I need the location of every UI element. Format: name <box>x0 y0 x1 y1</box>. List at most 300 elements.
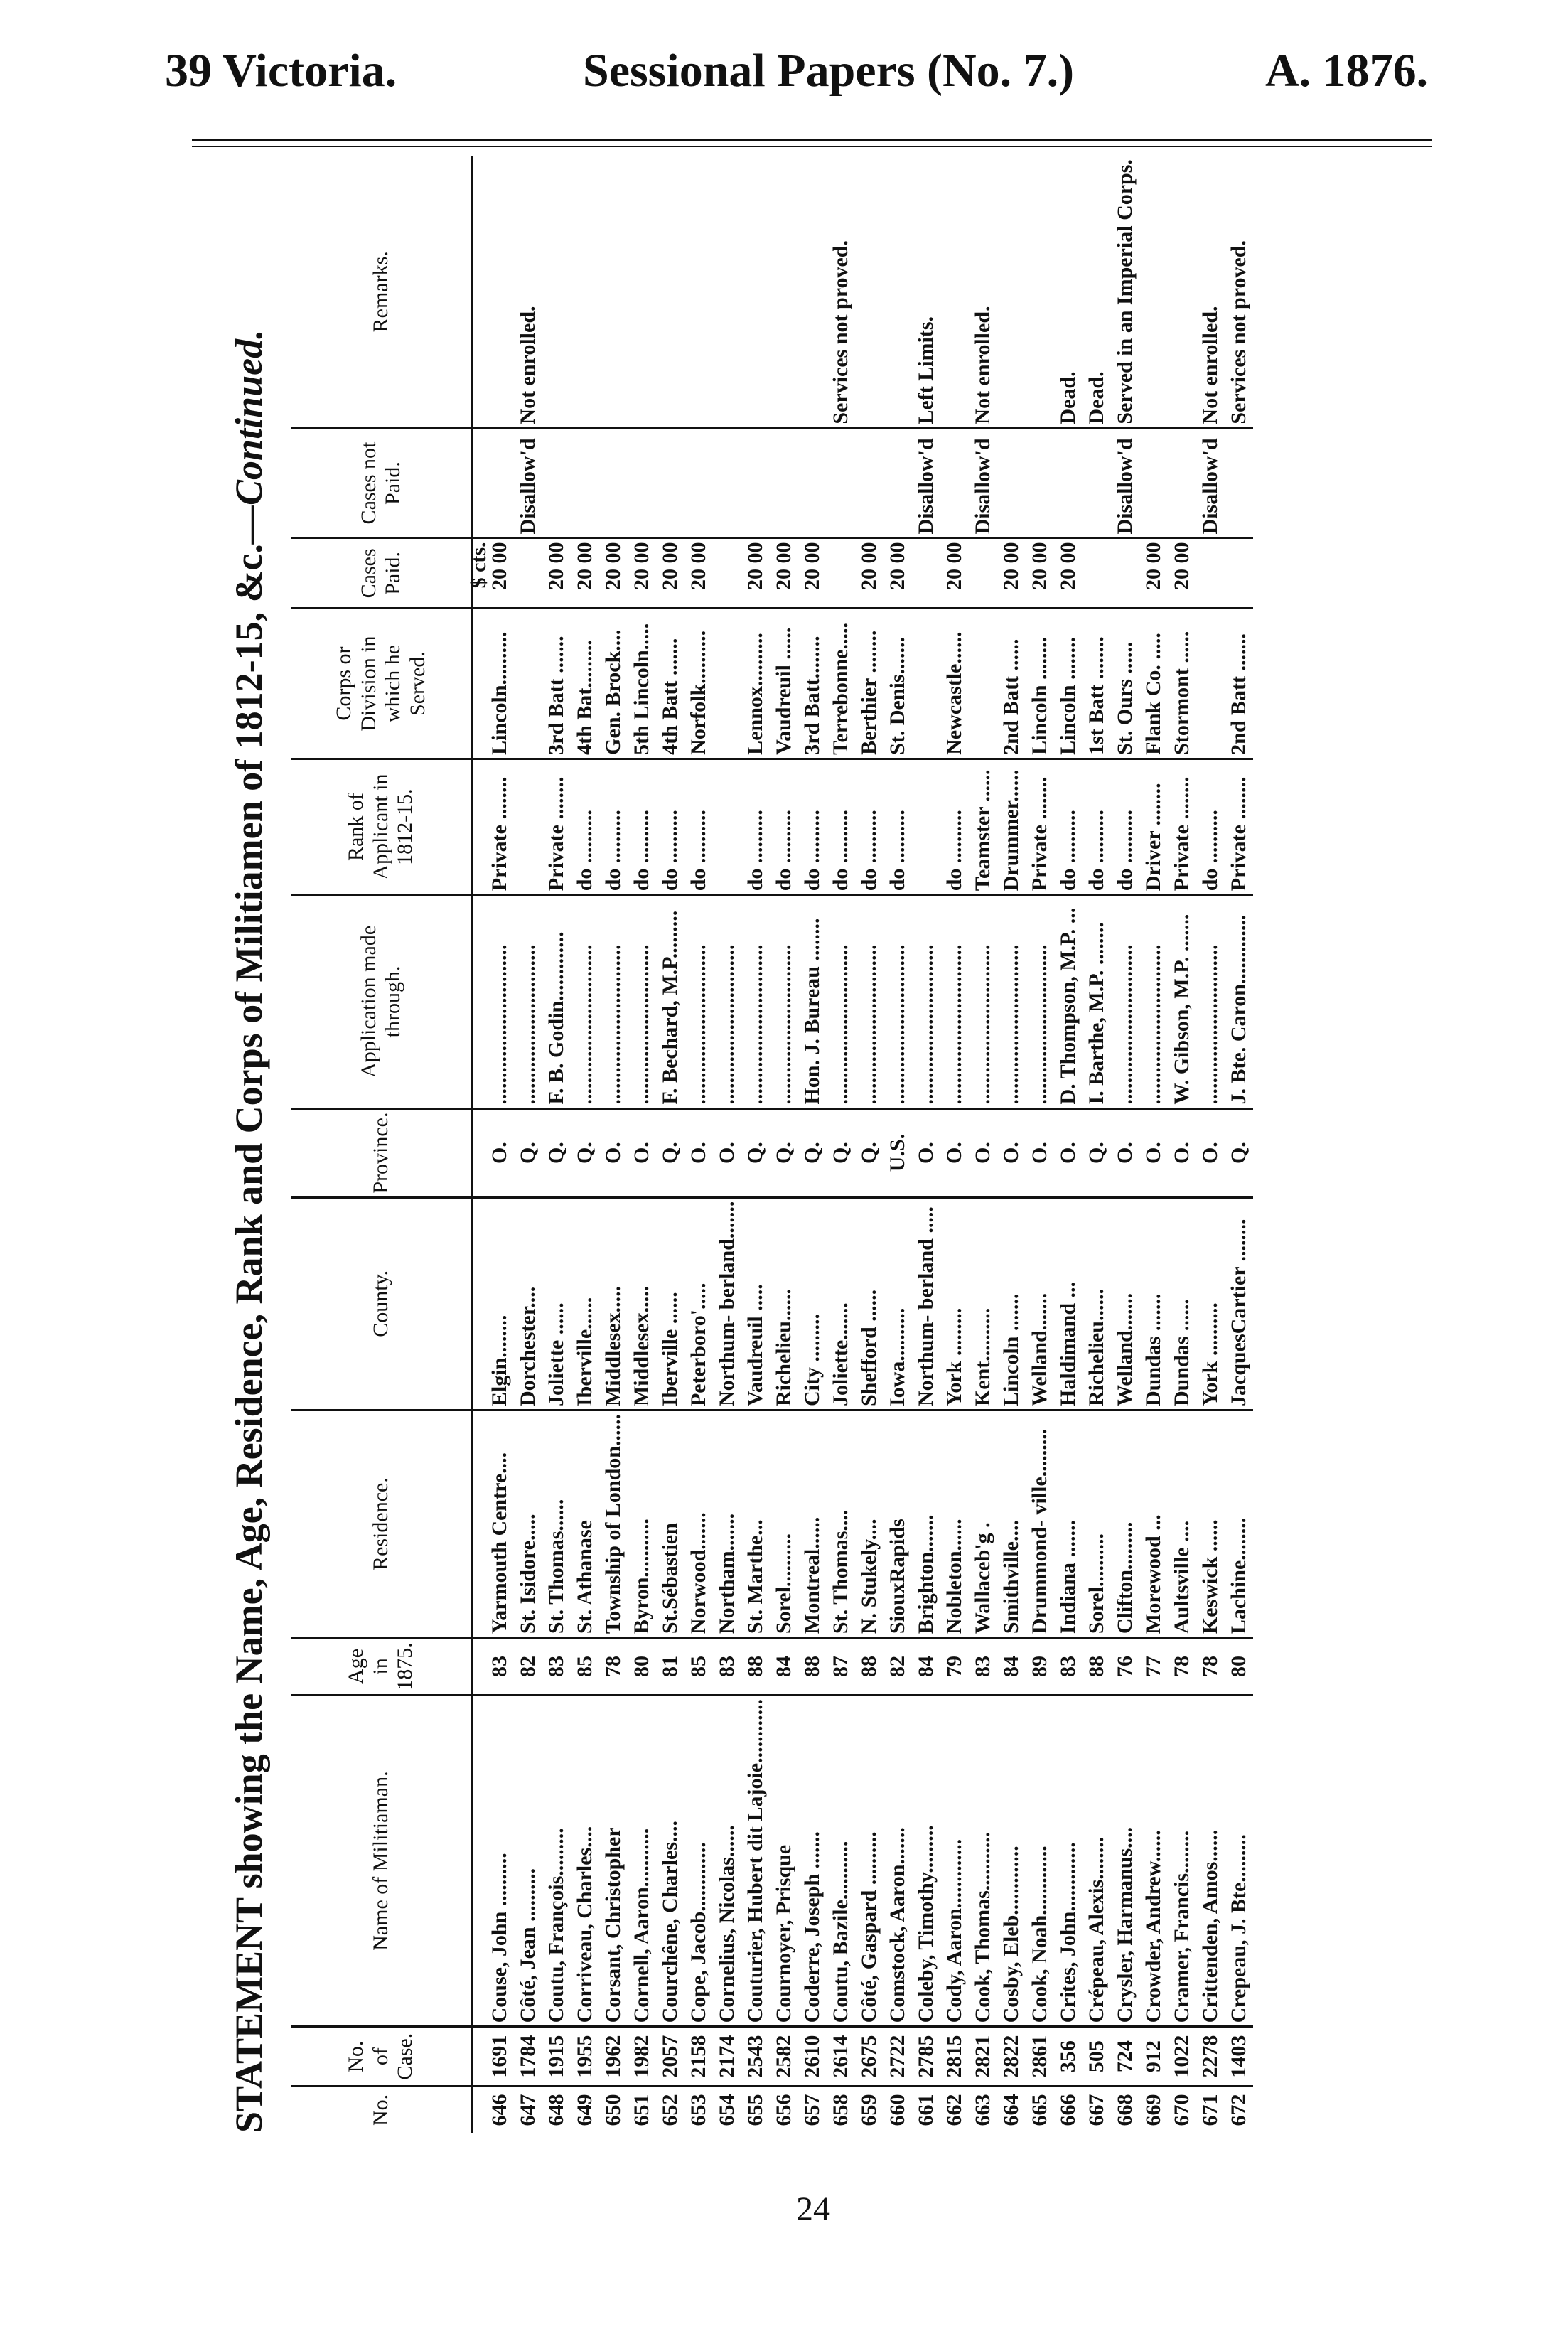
cell-case: 1982 <box>628 2027 656 2086</box>
cell-corps: Stormont ...... <box>1168 609 1196 759</box>
cell-corps: 1st Batt ........ <box>1083 609 1111 759</box>
cell-no: 671 <box>1198 2094 1222 2126</box>
cell-case: 2815 <box>940 2027 969 2086</box>
cell-residence: Indiana ....... <box>1054 1410 1083 1638</box>
cell-age: 85 <box>571 1638 599 1696</box>
cell-through: W. Gibson, M.P. ....... <box>1168 895 1196 1108</box>
cell-corps <box>969 609 997 759</box>
cell-paid: 20 00 <box>656 538 684 609</box>
cell-rank <box>514 759 542 894</box>
cell-no: 668 <box>1113 2094 1137 2126</box>
cell-name: Cook, Noah............. <box>1026 1695 1054 2027</box>
cell-prov: O. <box>684 1108 713 1197</box>
cell-paid <box>1196 538 1225 609</box>
cell-paid: 20 00 <box>599 538 628 609</box>
cell-corps: 4th Batt ....... <box>656 609 684 759</box>
cell-residence: Nobleton...... <box>940 1410 969 1638</box>
cell-corps: Lincoln ........ <box>1026 609 1054 759</box>
cell-prov: O. <box>1026 1108 1054 1197</box>
cell-county: Northum- berland....... <box>713 1197 741 1410</box>
cell-corps <box>713 609 741 759</box>
cell-age: 78 <box>599 1638 628 1696</box>
cell-rank: Private ........ <box>1026 759 1054 894</box>
cell-county: Iberville...... <box>571 1197 599 1410</box>
cell-residence: Township of London...... <box>599 1410 628 1638</box>
cell-rank: Private ........ <box>542 759 571 894</box>
cell-name: Couse, John .......... <box>485 1695 514 2027</box>
cell-notpaid <box>628 428 656 538</box>
cell-residence: Brighton....... <box>912 1410 940 1638</box>
cell-paid: 20 00 <box>684 538 713 609</box>
cell-no: 660 <box>886 2094 909 2126</box>
cell-no: 650 <box>601 2094 625 2126</box>
col-through: Application made through. <box>291 895 472 1108</box>
cell-corps: 5th Lincoln..... <box>628 609 656 759</box>
col-notpaid: Cases not Paid. <box>291 428 472 538</box>
cell-remarks <box>599 156 628 428</box>
cell-age: 83 <box>542 1638 571 1696</box>
cell-corps: 4th Bat......... <box>571 609 599 759</box>
cell-notpaid <box>1139 428 1168 538</box>
cell-county: Kent.......... <box>969 1197 997 1410</box>
cell-case: 2610 <box>798 2027 827 2086</box>
cell-age: 84 <box>770 1638 798 1696</box>
cell-rank: Teamster ...... <box>969 759 997 894</box>
cell-age: 88 <box>1083 1638 1111 1696</box>
table-row <box>884 156 912 2133</box>
cell-prov: Q. <box>542 1108 571 1197</box>
cell-no: 667 <box>1085 2094 1108 2126</box>
cell-through: .............................. <box>770 895 798 1108</box>
cell-prov: O. <box>1168 1108 1196 1197</box>
cell-notpaid <box>827 428 855 538</box>
cell-age: 83 <box>969 1638 997 1696</box>
cell-rank: do .......... <box>684 759 713 894</box>
cell-notpaid <box>684 428 713 538</box>
col-case: No. of Case. <box>291 2027 472 2086</box>
cell-prov: O. <box>1054 1108 1083 1197</box>
cell-rank <box>912 759 940 894</box>
cell-name: Côté, Gaspard .......... <box>855 1695 884 2027</box>
cell-name: Corsant, Christopher <box>599 1695 628 2027</box>
cell-corps: Flank Co. ..... <box>1139 609 1168 759</box>
cell-no: 656 <box>772 2094 795 2126</box>
cell-paid <box>969 538 997 609</box>
cell-age: 78 <box>1168 1638 1196 1696</box>
cell-residence: Keswick ...... <box>1196 1410 1225 1638</box>
cell-case: 1955 <box>571 2027 599 2086</box>
cell-paid: 20 00 <box>485 538 514 609</box>
col-age: Age in 1875. <box>291 1638 472 1696</box>
cell-notpaid <box>542 428 571 538</box>
cell-age: 80 <box>1225 1638 1253 1696</box>
table-row <box>713 156 741 2133</box>
cell-through: .............................. <box>912 895 940 1108</box>
cell-through: .............................. <box>514 895 542 1108</box>
cell-remarks <box>1026 156 1054 428</box>
cell-no: 664 <box>999 2094 1023 2126</box>
col-paid: Cases Paid. <box>291 538 472 609</box>
cell-rank: do .......... <box>628 759 656 894</box>
cell-no: 659 <box>857 2094 881 2126</box>
cell-corps: Newcastle...... <box>940 609 969 759</box>
table-row <box>1111 156 1139 2133</box>
cell-through: .............................. <box>969 895 997 1108</box>
cell-remarks <box>997 156 1026 428</box>
cell-corps: Lincoln.......... <box>485 609 514 759</box>
cell-paid: 20 00 <box>1026 538 1054 609</box>
cell-county: Joliette....... <box>827 1197 855 1410</box>
cell-case: 1915 <box>542 2027 571 2086</box>
cell-paid: 20 00 <box>940 538 969 609</box>
cell-no: 669 <box>1142 2094 1165 2126</box>
cell-county: Dorchester.... <box>514 1197 542 1410</box>
cell-age: 88 <box>741 1638 770 1696</box>
cell-notpaid <box>855 428 884 538</box>
cell-prov: Q. <box>1083 1108 1111 1197</box>
table-row <box>514 156 542 2133</box>
cell-county: Richelieu...... <box>1083 1197 1111 1410</box>
cell-age: 89 <box>1026 1638 1054 1696</box>
cell-through: D. Thompson, M.P. ... <box>1054 895 1083 1108</box>
cell-residence: St. Thomas...... <box>542 1410 571 1638</box>
cell-no: 666 <box>1056 2094 1080 2126</box>
cell-age: 81 <box>656 1638 684 1696</box>
cell-residence: St. Isidore..... <box>514 1410 542 1638</box>
cell-county: Richelieu...... <box>770 1197 798 1410</box>
cell-through: .............................. <box>855 895 884 1108</box>
cell-residence: Aultsville .... <box>1168 1410 1196 1638</box>
cell-residence: Drummond- ville......... <box>1026 1410 1054 1638</box>
cell-corps <box>514 609 542 759</box>
cell-remarks: Served in an Imperial Corps. <box>1111 156 1139 428</box>
cell-through: .............................. <box>684 895 713 1108</box>
cell-through: .............................. <box>884 895 912 1108</box>
cell-prov: O. <box>713 1108 741 1197</box>
cell-corps: Vaudreuil ...... <box>770 609 798 759</box>
cell-county: Welland....... <box>1111 1197 1139 1410</box>
rotated-statement <box>213 156 1436 2133</box>
cell-notpaid: Disallow'd <box>1196 428 1225 538</box>
cell-name: Crysler, Harmanus.... <box>1111 1695 1139 2027</box>
cell-rank: do .......... <box>656 759 684 894</box>
cell-case: 1022 <box>1168 2027 1196 2086</box>
table-row <box>770 156 798 2133</box>
cell-rank: do .......... <box>855 759 884 894</box>
table-row <box>1168 156 1196 2133</box>
cell-residence: SiouxRapids <box>884 1410 912 1638</box>
cell-case: 1691 <box>485 2027 514 2086</box>
cell-paid: 20 00 <box>542 538 571 609</box>
cell-corps: Lincoln ........ <box>1054 609 1083 759</box>
cell-name: Cody, Aaron............. <box>940 1695 969 2027</box>
cell-notpaid: Disallow'd <box>514 428 542 538</box>
cell-county: Dundas ...... <box>1168 1197 1196 1410</box>
cell-notpaid <box>884 428 912 538</box>
cell-age: 88 <box>798 1638 827 1696</box>
cell-notpaid: Disallow'd <box>1111 428 1139 538</box>
cell-residence: Smithville.... <box>997 1410 1026 1638</box>
cell-case: 2821 <box>969 2027 997 2086</box>
cell-remarks: Not enrolled. <box>514 156 542 428</box>
cell-case: 2174 <box>713 2027 741 2086</box>
cell-case: 1784 <box>514 2027 542 2086</box>
cell-prov: O. <box>912 1108 940 1197</box>
table-row <box>1139 156 1168 2133</box>
cell-age: 83 <box>713 1638 741 1696</box>
cell-through: I. Barthe, M.P. ........ <box>1083 895 1111 1108</box>
cell-no: 672 <box>1227 2094 1250 2126</box>
cell-prov: O. <box>485 1108 514 1197</box>
cell-corps: 2nd Batt ...... <box>997 609 1026 759</box>
table-row <box>599 156 628 2133</box>
running-head-left: 39 Victoria. <box>165 45 397 97</box>
cell-name: Cramer, Francis........ <box>1168 1695 1196 2027</box>
cell-paid: 20 00 <box>1054 538 1083 609</box>
table-row <box>684 156 713 2133</box>
col-corps: Corps or Division in which he Served. <box>291 609 472 759</box>
cell-corps: St. Ours ...... <box>1111 609 1139 759</box>
cell-paid <box>713 538 741 609</box>
table-row <box>969 156 997 2133</box>
cell-residence: Lachine........ <box>1225 1410 1253 1638</box>
table-row <box>1196 156 1225 2133</box>
cell-rank: do .......... <box>599 759 628 894</box>
cell-prov: Q. <box>1225 1108 1253 1197</box>
cell-corps: Berthier ........ <box>855 609 884 759</box>
cell-prov: Q. <box>571 1108 599 1197</box>
cell-name: Coutu, Bazile........... <box>827 1695 855 2027</box>
cell-paid: 20 00 <box>1168 538 1196 609</box>
cell-no: 657 <box>800 2094 824 2126</box>
cell-corps <box>1196 609 1225 759</box>
cell-through: .............................. <box>1111 895 1139 1108</box>
cell-name: Crittenden, Amos...... <box>1196 1695 1225 2027</box>
cell-name: Courchêne, Charles.... <box>656 1695 684 2027</box>
cell-name: Coutu, François......... <box>542 1695 571 2027</box>
cell-paid: 20 00 <box>741 538 770 609</box>
cell-notpaid <box>798 428 827 538</box>
cell-rank <box>713 759 741 894</box>
cell-residence: St. Thomas.... <box>827 1410 855 1638</box>
cell-name: Coleby, Timothy......... <box>912 1695 940 2027</box>
cell-rank: do .......... <box>1111 759 1139 894</box>
cell-rank: do .......... <box>827 759 855 894</box>
cell-prov: O. <box>1111 1108 1139 1197</box>
cell-notpaid <box>997 428 1026 538</box>
table-header-row <box>291 156 472 2133</box>
cell-prov: O. <box>628 1108 656 1197</box>
cell-notpaid <box>656 428 684 538</box>
cell-name: Crites, John............. <box>1054 1695 1083 2027</box>
cell-county: Dundas ....... <box>1139 1197 1168 1410</box>
cell-name: Cosby, Eleb............. <box>997 1695 1026 2027</box>
cell-remarks <box>798 156 827 428</box>
cell-no: 651 <box>630 2094 653 2126</box>
cell-prov: Q. <box>827 1108 855 1197</box>
cell-rank: do .......... <box>1054 759 1083 894</box>
cell-notpaid: Disallow'd <box>969 428 997 538</box>
cell-age: 83 <box>485 1638 514 1696</box>
cell-remarks <box>656 156 684 428</box>
table-row <box>571 156 599 2133</box>
cell-remarks <box>628 156 656 428</box>
cell-remarks <box>940 156 969 428</box>
cell-rank: do .......... <box>571 759 599 894</box>
cell-paid: 20 00 <box>798 538 827 609</box>
cell-corps: Gen. Brock.... <box>599 609 628 759</box>
cell-no: 661 <box>914 2094 938 2126</box>
table-row <box>656 156 684 2133</box>
cell-case: 2675 <box>855 2027 884 2086</box>
cell-notpaid <box>1225 428 1253 538</box>
cell-age: 82 <box>514 1638 542 1696</box>
cell-notpaid <box>1054 428 1083 538</box>
cell-case: 2861 <box>1026 2027 1054 2086</box>
cell-paid: 20 00 <box>997 538 1026 609</box>
cell-no: 649 <box>573 2094 596 2126</box>
cell-case: 2722 <box>884 2027 912 2086</box>
cell-case: 2057 <box>656 2027 684 2086</box>
page-number: 24 <box>796 2190 830 2228</box>
cell-county: Middlesex..... <box>628 1197 656 1410</box>
cell-corps: St. Denis....... <box>884 609 912 759</box>
cell-no: 647 <box>516 2094 539 2126</box>
cell-residence: St. Marthe... <box>741 1410 770 1638</box>
table-row <box>912 156 940 2133</box>
cell-through: J. Bte. Caron............. <box>1225 895 1253 1108</box>
cell-county: Lincoln ....... <box>997 1197 1026 1410</box>
cell-name: Corriveau, Charles.... <box>571 1695 599 2027</box>
cell-rank: do .......... <box>1196 759 1225 894</box>
cell-notpaid <box>1026 428 1054 538</box>
cell-through: .............................. <box>485 895 514 1108</box>
cell-county: York ......... <box>940 1197 969 1410</box>
cell-county: Shefford ...... <box>855 1197 884 1410</box>
cell-through: .............................. <box>599 895 628 1108</box>
col-residence: Residence. <box>291 1410 472 1638</box>
cell-paid <box>514 538 542 609</box>
cell-residence: N. Stukely.... <box>855 1410 884 1638</box>
cell-case: 505 <box>1083 2027 1111 2086</box>
cell-rank: Driver ........ <box>1139 759 1168 894</box>
table-row <box>1225 156 1253 2133</box>
cell-corps: 3rd Batt........ <box>798 609 827 759</box>
cell-residence: Northam....... <box>713 1410 741 1638</box>
cell-county: Middlesex..... <box>599 1197 628 1410</box>
cell-case: 2278 <box>1196 2027 1225 2086</box>
cell-age: 85 <box>684 1638 713 1696</box>
cell-age: 84 <box>997 1638 1026 1696</box>
col-name: Name of Militiaman. <box>291 1695 472 2027</box>
cell-paid: 20 00 <box>1139 538 1168 609</box>
cell-paid: 20 00 <box>770 538 798 609</box>
running-head-center: Sessional Papers (No. 7.) <box>583 45 1075 97</box>
cell-prov: O. <box>1196 1108 1225 1197</box>
running-head-right: A. 1876. <box>1265 45 1429 97</box>
cell-residence: Sorel.......... <box>1083 1410 1111 1638</box>
table-row <box>855 156 884 2133</box>
cell-corps: Lennox.......... <box>741 609 770 759</box>
cell-notpaid: Disallow'd <box>912 428 940 538</box>
cell-age: 77 <box>1139 1638 1168 1696</box>
cell-corps: Terrebonne..... <box>827 609 855 759</box>
cell-through: .............................. <box>741 895 770 1108</box>
cell-remarks <box>713 156 741 428</box>
cell-remarks <box>741 156 770 428</box>
col-county: County. <box>291 1197 472 1410</box>
table-row <box>741 156 770 2133</box>
cell-case: 2614 <box>827 2027 855 2086</box>
col-province: Province. <box>291 1108 472 1197</box>
cell-no: 652 <box>658 2094 682 2126</box>
cell-name: Cournoyer, Prisque <box>770 1695 798 2027</box>
cell-case: 2158 <box>684 2027 713 2086</box>
cell-age: 78 <box>1196 1638 1225 1696</box>
cell-notpaid <box>1083 428 1111 538</box>
cell-name: Crowder, Andrew...... <box>1139 1695 1168 2027</box>
cell-prov: O. <box>997 1108 1026 1197</box>
table-row <box>827 156 855 2133</box>
cell-case: 724 <box>1111 2027 1139 2086</box>
table-row <box>628 156 656 2133</box>
cell-residence: Wallaceb'g . <box>969 1410 997 1638</box>
cell-remarks <box>542 156 571 428</box>
cell-no: 646 <box>488 2094 511 2126</box>
cell-name: Cook, Thomas........... <box>969 1695 997 2027</box>
table-row <box>1054 156 1083 2133</box>
cell-residence: Morewood ... <box>1139 1410 1168 1638</box>
cell-notpaid <box>940 428 969 538</box>
cell-remarks <box>485 156 514 428</box>
cell-residence: Norwood....... <box>684 1410 713 1638</box>
cell-county: Iberville ...... <box>656 1197 684 1410</box>
col-no: No. <box>291 2086 472 2133</box>
cell-remarks <box>770 156 798 428</box>
cell-prov: Q. <box>855 1108 884 1197</box>
cell-case: 2822 <box>997 2027 1026 2086</box>
cell-case: 2785 <box>912 2027 940 2086</box>
cell-no: 663 <box>971 2094 994 2126</box>
cell-paid: 20 00 <box>628 538 656 609</box>
cell-county: Iowa.......... <box>884 1197 912 1410</box>
cell-prov: U.S. <box>884 1108 912 1197</box>
cell-case: 2582 <box>770 2027 798 2086</box>
cell-no: 648 <box>544 2094 568 2126</box>
cell-name: Cornell, Aaron........... <box>628 1695 656 2027</box>
cell-through: .............................. <box>1026 895 1054 1108</box>
cell-county: Vaudreuil ..... <box>741 1197 770 1410</box>
cell-through: F. B. Godin............. <box>542 895 571 1108</box>
cell-rank: Private ........ <box>1225 759 1253 894</box>
cell-county: Elgin........ <box>485 1197 514 1410</box>
cell-rank: do .......... <box>940 759 969 894</box>
cell-case: 2543 <box>741 2027 770 2086</box>
cell-no: 654 <box>715 2094 739 2126</box>
cell-name: Cope, Jacob............. <box>684 1695 713 2027</box>
cell-rank: do .......... <box>798 759 827 894</box>
cell-rank: do .......... <box>770 759 798 894</box>
cell-residence: St.Sébastien <box>656 1410 684 1638</box>
cell-notpaid <box>485 428 514 538</box>
cell-through: .............................. <box>997 895 1026 1108</box>
cell-corps <box>912 609 940 759</box>
cell-prov: Q. <box>741 1108 770 1197</box>
cell-rank: Private ........ <box>1168 759 1196 894</box>
cell-prov: Q. <box>798 1108 827 1197</box>
cell-paid <box>1225 538 1253 609</box>
cell-rank: do .......... <box>884 759 912 894</box>
